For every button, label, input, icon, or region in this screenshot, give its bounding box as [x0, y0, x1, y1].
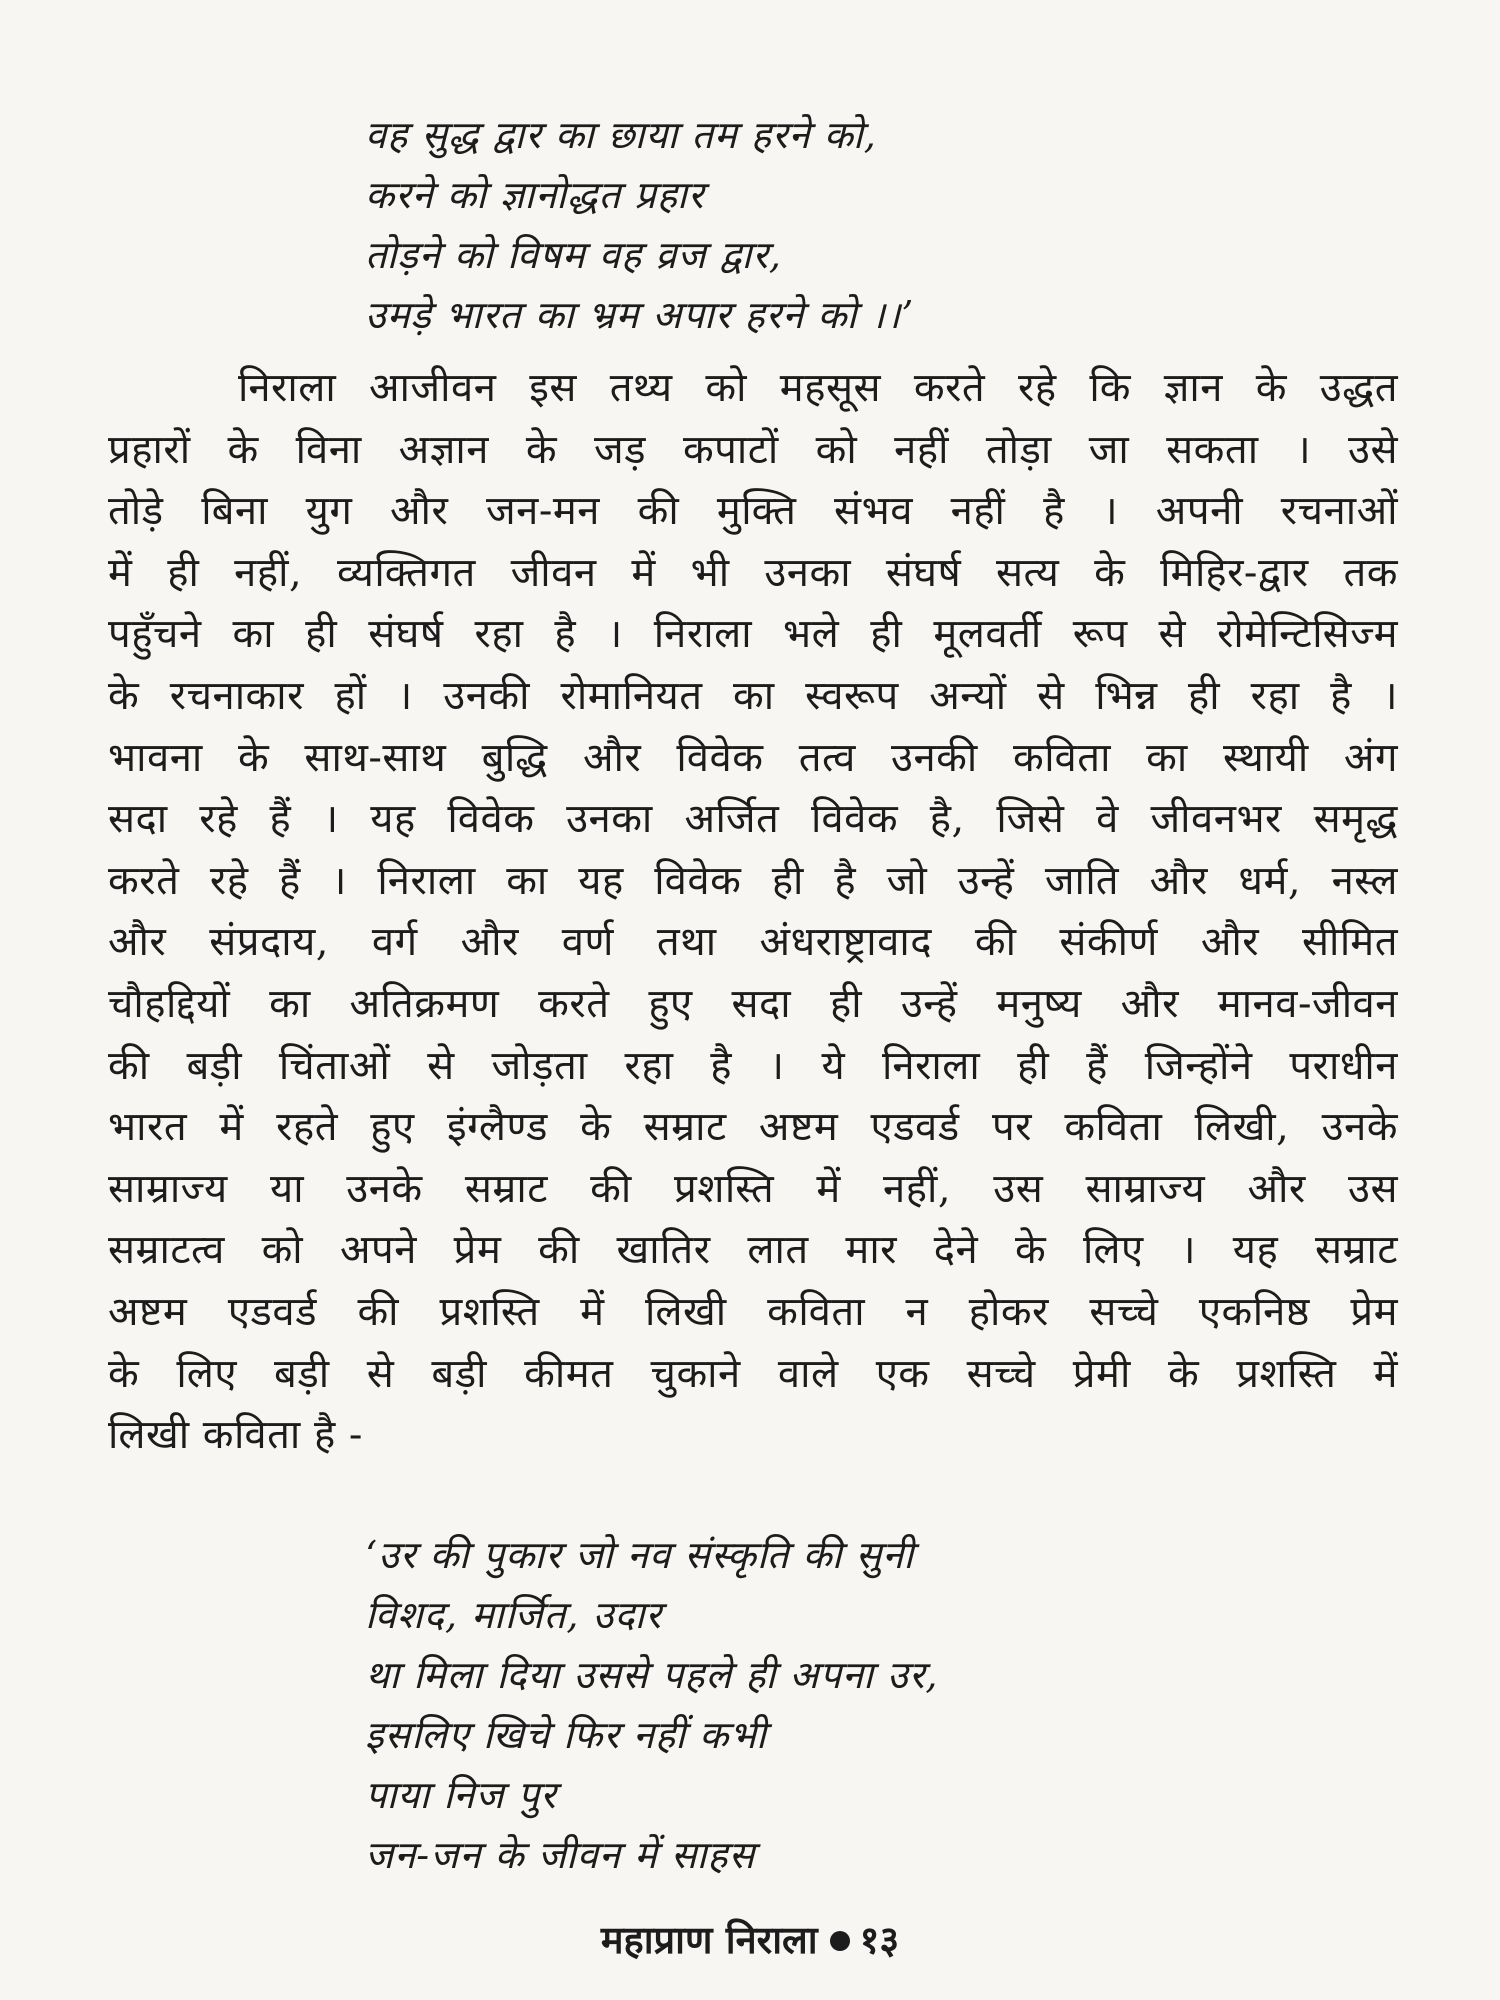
verse-line: वह सुद्ध द्वार का छाया तम हरने को, [365, 113, 877, 157]
prose-line: तोड़े बिना युग और जन-मन की मुक्ति संभव नहीं है । अपनी रचनाओं [108, 488, 1398, 535]
prose-line: और संप्रदाय, वर्ग और वर्ण तथा अंधराष्ट्रावाद की संकीर्ण और सीमित [108, 919, 1398, 966]
bullet-separator-icon [830, 1931, 850, 1951]
page-footer [0, 1915, 1500, 1965]
prose-line: सदा रहे हैं । यह विवेक उनका अर्जित विवेक है, जिसे वे जीवनभर समृद्ध [108, 796, 1398, 843]
prose-line: के लिए बड़ी से बड़ी कीमत चुकाने वाले एक सच्चे प्रेमी के प्रशस्ति में [108, 1350, 1398, 1397]
prose-line: निराला आजीवन इस तथ्य को महसूस करते रहे कि ज्ञान के उद्धत [238, 365, 1398, 411]
prose-line: के रचनाकार हों । उनकी रोमानियत का स्वरूप अन्यों से भिन्न ही रहा है । [108, 672, 1398, 719]
prose-line: भावना के साथ-साथ बुद्धि और विवेक तत्व उनकी कविता का स्थायी अंग [108, 734, 1398, 781]
prose-paragraph [108, 358, 1398, 1467]
prose-line: सम्राटत्व को अपने प्रेम की खातिर लात मार देने के लिए । यह सम्राट [108, 1227, 1398, 1274]
book-title: महाप्राण निराला [600, 1917, 818, 1962]
verse-block-top [365, 105, 914, 345]
prose-line: चौहद्दियों का अतिक्रमण करते हुए सदा ही उन्हें मनुष्य और मानव-जीवन [108, 980, 1398, 1027]
prose-line: प्रहारों के विना अज्ञान के जड़ कपाटों को नहीं तोड़ा जा सकता । उसे [108, 426, 1398, 473]
verse-line: विशद, मार्जित, उदार [365, 1593, 662, 1637]
verse-line: तोड़ने को विषम वह व्रज द्वार, [365, 233, 782, 277]
prose-line: भारत में रहते हुए इंग्लैण्ड के सम्राट अष्टम एडवर्ड पर कविता लिखी, उनके [108, 1104, 1398, 1151]
prose-line: करते रहे हैं । निराला का यह विवेक ही है जो उन्हें जाति और धर्म, नस्ल [108, 857, 1398, 904]
verse-line: करने को ज्ञानोद्धत प्रहार [365, 173, 705, 217]
prose-line: की बड़ी चिंताओं से जोड़ता रहा है । ये निराला ही हैं जिन्होंने पराधीन [108, 1042, 1398, 1089]
prose-line: में ही नहीं, व्यक्तिगत जीवन में भी उनका संघर्ष सत्य के मिहिर-द्वार तक [108, 549, 1398, 596]
verse-line: इसलिए खिचे फिर नहीं कभी [365, 1713, 767, 1757]
verse-line: था मिला दिया उससे पहले ही अपना उर, [365, 1653, 939, 1697]
verse-block-bottom [365, 1525, 939, 1885]
page-number: १३ [859, 1917, 900, 1962]
prose-line: पहुँचने का ही संघर्ष रहा है । निराला भले ही मूलवर्ती रूप से रोमेन्टिसिज्म [108, 611, 1398, 658]
verse-line: उमड़े भारत का भ्रम अपार हरने को ।।’ [365, 293, 915, 337]
verse-line: पाया निज पुर [365, 1773, 557, 1817]
verse-line: ‘उर की पुकार जो नव संस्कृति की सुनी [365, 1533, 915, 1577]
prose-line: साम्राज्य या उनके सम्राट की प्रशस्ति में नहीं, उस साम्राज्य और उस [108, 1165, 1398, 1212]
verse-line: जन-जन के जीवन में साहस [365, 1833, 756, 1877]
prose-line: अष्टम एडवर्ड की प्रशस्ति में लिखी कविता न होकर सच्चे एकनिष्ठ प्रेम [108, 1288, 1398, 1335]
prose-line: लिखी कविता है - [108, 1412, 363, 1459]
